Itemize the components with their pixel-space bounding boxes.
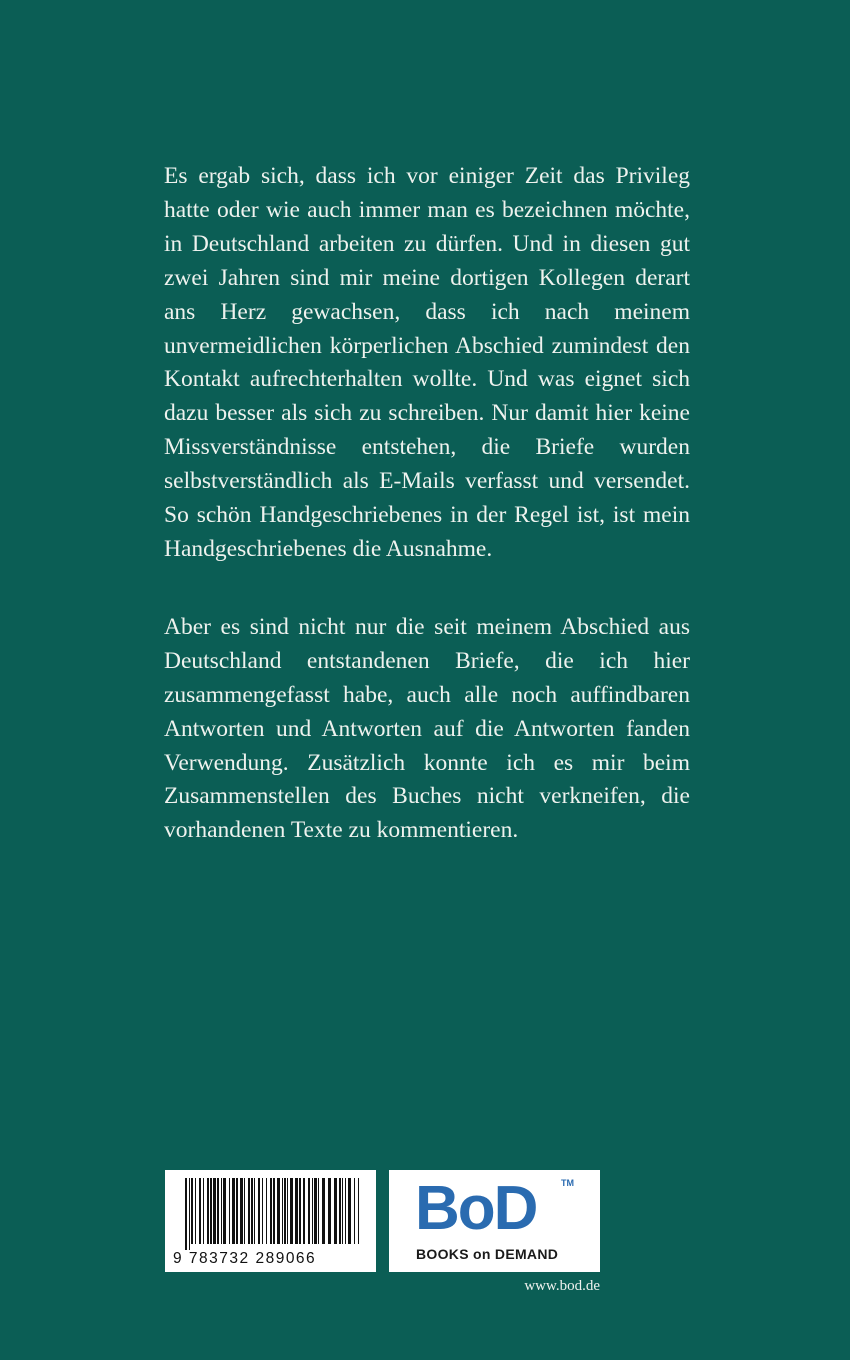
publisher-logo-box <box>389 1170 600 1272</box>
barcode-bar <box>284 1178 286 1244</box>
barcode-bar <box>262 1178 263 1244</box>
barcode-bar <box>314 1178 317 1244</box>
barcode-bar <box>266 1178 267 1244</box>
barcode-bar <box>191 1178 193 1244</box>
trademark-mark: TM <box>561 1178 574 1188</box>
barcode-bar <box>199 1178 201 1244</box>
barcode-bar <box>287 1178 288 1244</box>
barcode-bar <box>185 1178 187 1250</box>
barcode-bar <box>248 1178 250 1244</box>
back-cover-blurb <box>164 160 690 892</box>
barcode-bar <box>195 1178 196 1244</box>
blurb-paragraph-2: Aber es sind nicht nur die seit meinem Abschied aus Deutschland entstandenen Briefe, die ich hier zusammengefasst habe, auch alle noch auffindbaren Antworten und Antworten auf die Antworten fanden Verwendung. Zusätzlich konnte ich es mir beim Zusammenstellen des Buches nicht verkneifen, die vorhandenen Texte zu kommentieren. <box>164 613 690 844</box>
barcode-bar <box>295 1178 298 1244</box>
barcode-bar <box>299 1178 301 1244</box>
barcode-bar <box>229 1178 230 1244</box>
barcode-bar <box>223 1178 226 1244</box>
barcode-bar <box>236 1178 238 1244</box>
barcode-bar <box>270 1178 272 1244</box>
barcode-bar <box>258 1178 260 1244</box>
barcode-bar <box>221 1178 222 1244</box>
barcode-bar <box>348 1178 351 1244</box>
barcode-bar <box>334 1178 337 1244</box>
barcode-bar <box>282 1178 283 1244</box>
barcode-bar <box>328 1178 331 1244</box>
barcode-bar <box>339 1178 341 1244</box>
bod-logo: BoD <box>415 1174 537 1243</box>
barcode-bar <box>322 1178 325 1244</box>
barcode-bar <box>217 1178 219 1244</box>
barcode-bar <box>251 1178 253 1244</box>
blurb-paragraph-1: Es ergab sich, dass ich vor einiger Zeit das Privileg hatte oder wie auch immer man es bezeichnen möchte, in Deutschland arbeiten zu dürfen. Und in diesen gut zwei Jahren sind mir meine dortigen Kollegen derart ans Herz gewachsen, dass ich nach meinem unvermeidlichen körperlichen Abschied zumindest den Kontakt aufrechterhalten wollte. Und was eignet sich dazu besser als sich zu schreiben. Nur damit hier keine Missverständnisse entstehen, die Briefe wurden selbstverständlich als E-Mails verfasst und versendet. So schön Handgeschriebenes in der Regel ist, ist mein Handgeschriebenes die Ausnahme. <box>164 163 690 562</box>
publisher-tagline: BOOKS on DEMAND <box>416 1246 559 1262</box>
barcode-bar <box>273 1178 275 1244</box>
barcode-bar <box>203 1178 204 1244</box>
barcode-bar <box>277 1178 280 1244</box>
barcode-bar <box>210 1178 212 1244</box>
isbn-number: 9 783732 289066 <box>173 1250 317 1267</box>
barcode-bar <box>312 1178 313 1244</box>
barcode-bar <box>244 1178 245 1244</box>
isbn-barcode <box>165 1170 376 1272</box>
barcode-bar <box>354 1178 355 1244</box>
barcode-bar <box>318 1178 319 1244</box>
barcode-bar <box>240 1178 243 1244</box>
barcode-bar <box>232 1178 235 1244</box>
publisher-website: www.bod.de <box>524 1278 600 1294</box>
barcode-bar <box>290 1178 293 1244</box>
barcode-bar <box>345 1178 346 1244</box>
barcode-bar <box>213 1178 216 1244</box>
barcode-bar <box>308 1178 310 1244</box>
barcode-bar <box>254 1178 255 1244</box>
barcode-bar <box>303 1178 305 1244</box>
barcode-bar <box>207 1178 209 1244</box>
barcode-bar <box>358 1178 359 1244</box>
barcode-bar <box>342 1178 343 1244</box>
barcode-bar <box>189 1178 190 1250</box>
